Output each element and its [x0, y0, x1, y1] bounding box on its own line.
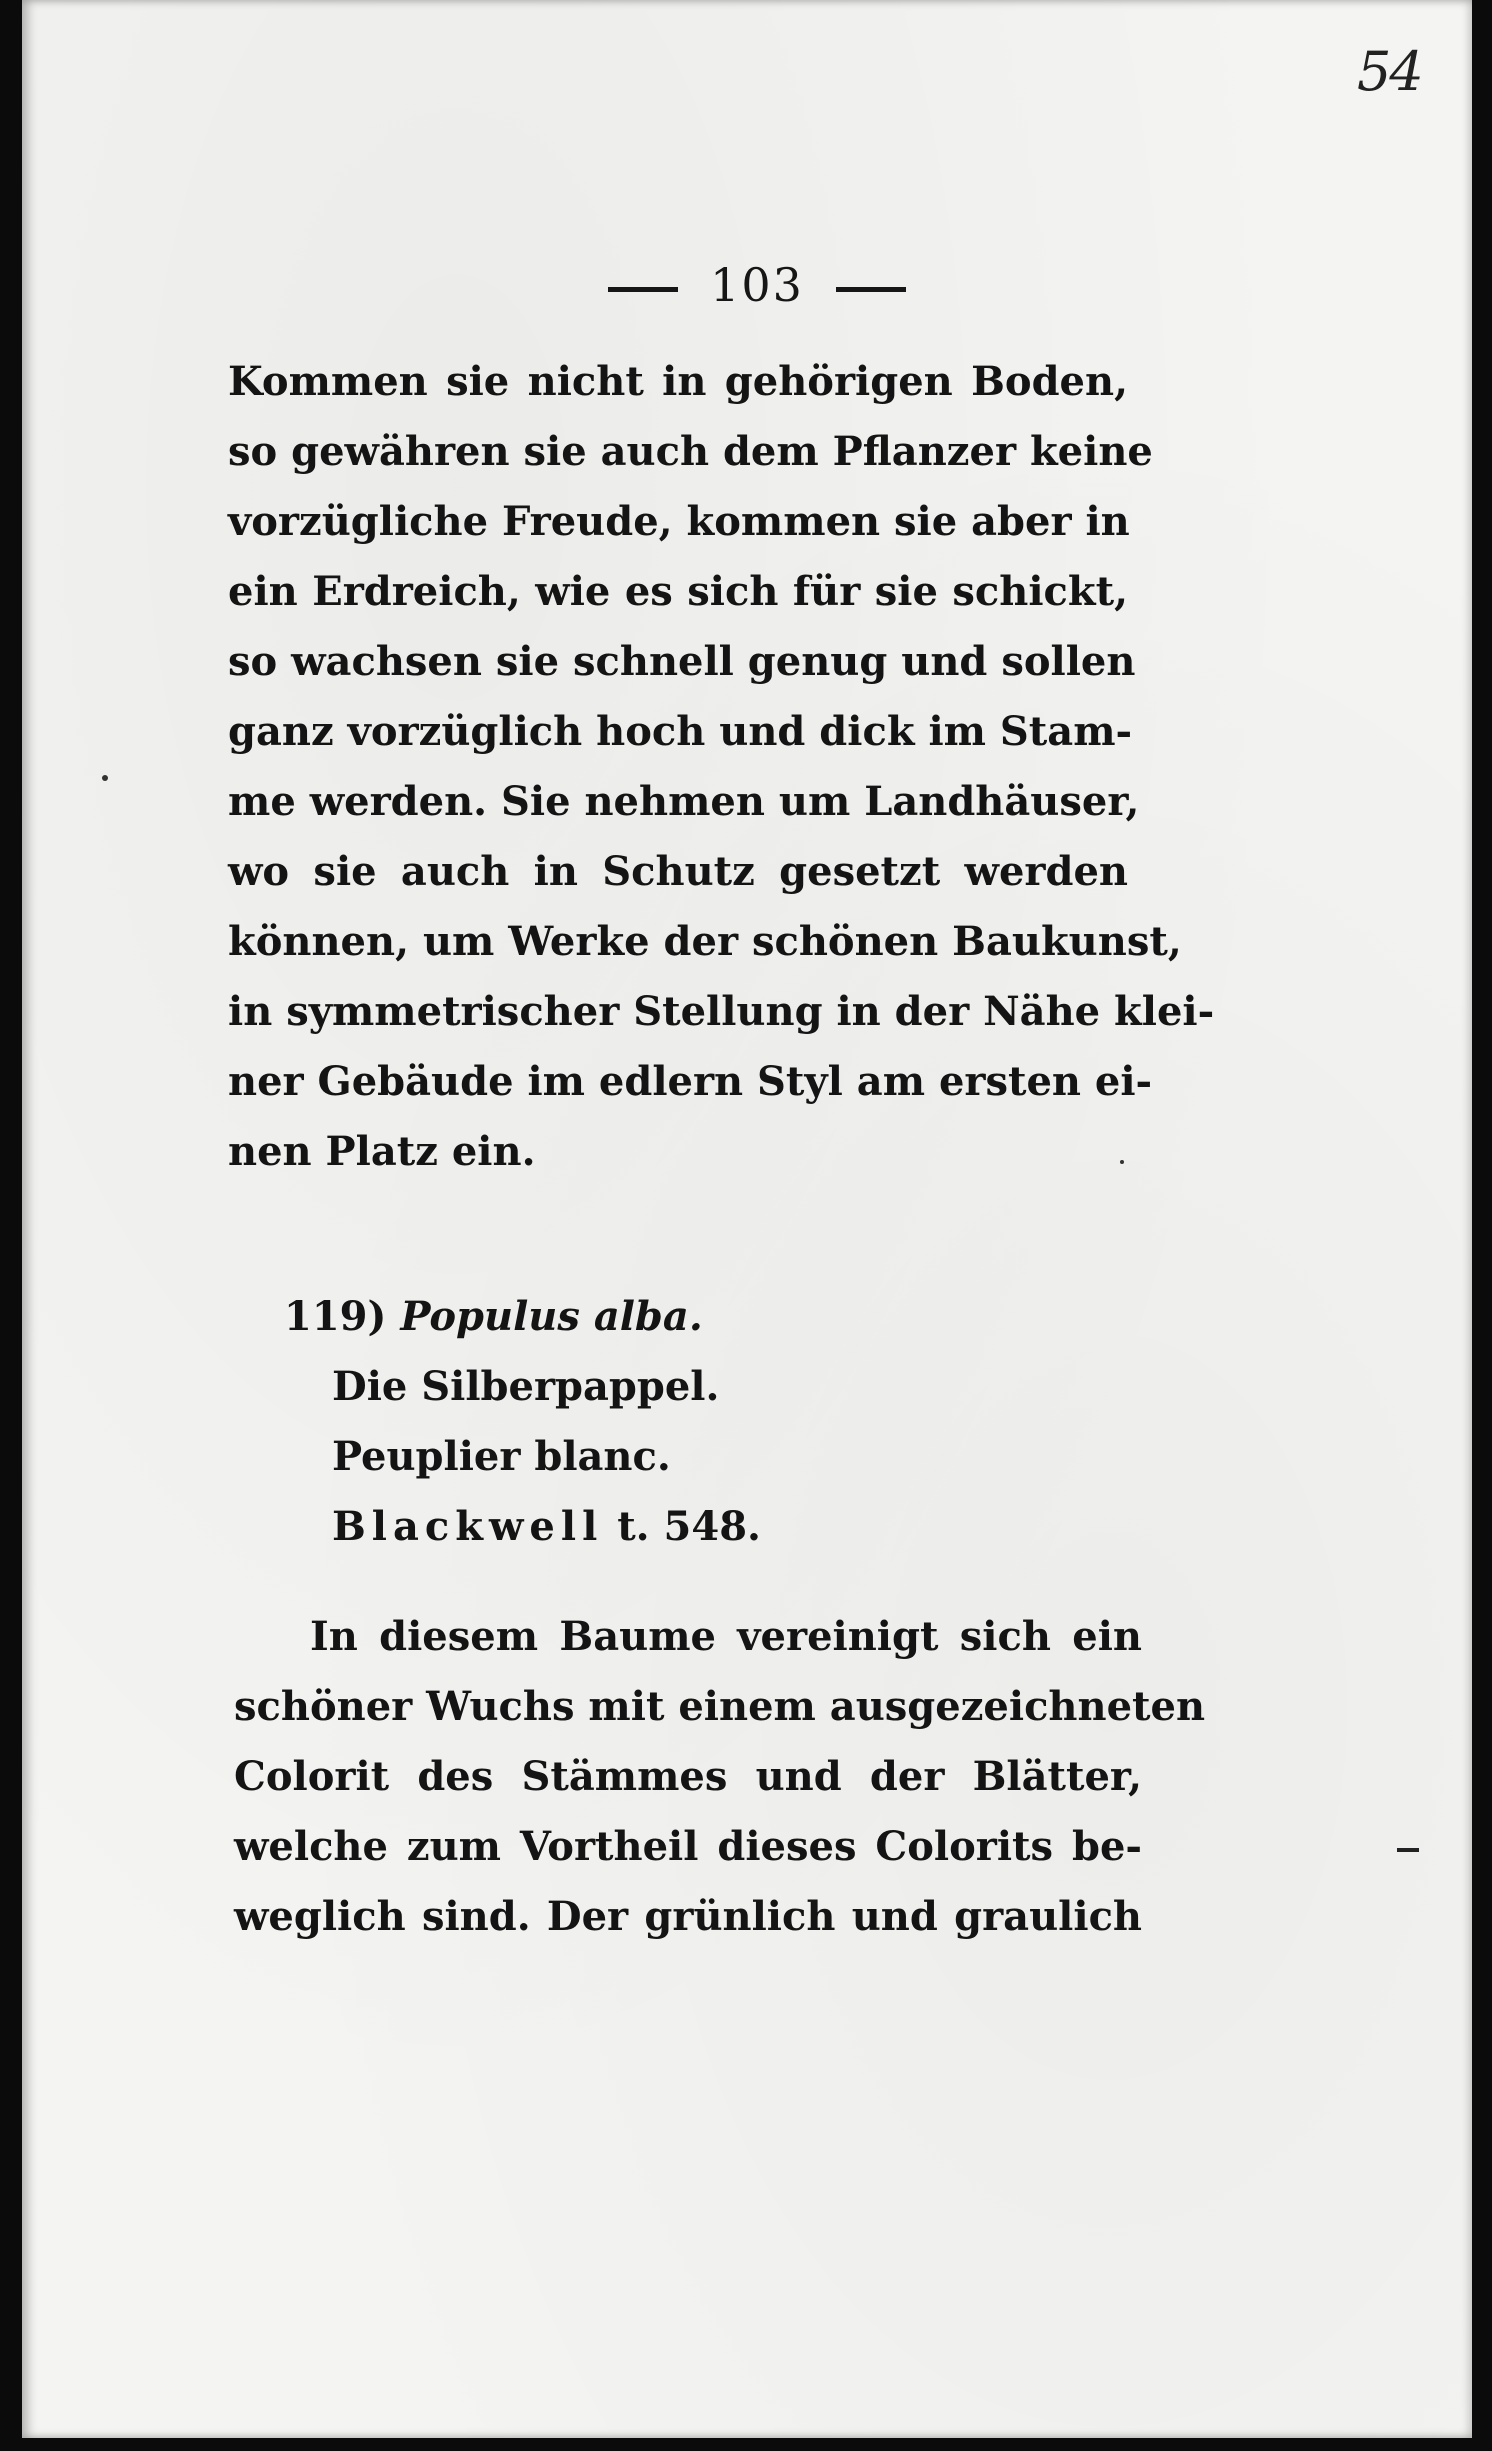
- ink-speck: [1120, 1160, 1124, 1164]
- text-line: welche zum Vortheil dieses Colorits be-: [234, 1823, 1142, 1870]
- text-line: In diesem Baume vereinigt sich ein: [310, 1613, 1142, 1660]
- text-line: nen Platz ein.: [228, 1128, 536, 1175]
- entry-number: 119): [284, 1293, 387, 1340]
- left-dash: [608, 287, 678, 292]
- margin-mark: [1397, 1848, 1419, 1852]
- page-number: 103: [710, 258, 804, 312]
- reference-plate: t. 548.: [617, 1503, 761, 1550]
- book-page: [22, 0, 1472, 2438]
- reference-author: Blackwell: [332, 1503, 604, 1550]
- entry-heading: [284, 1292, 703, 1342]
- text-line: ner Gebäude im edlern Styl am ersten ei-: [228, 1058, 1153, 1105]
- german-name: Die Silberpappel.: [332, 1363, 720, 1410]
- text-line: me werden. Sie nehmen um Landhäuser,: [228, 778, 1140, 825]
- text-line: ein Erdreich, wie es sich für sie schickt,: [228, 568, 1128, 615]
- text-line: können, um Werke der schönen Baukunst,: [228, 918, 1182, 965]
- latin-name: Populus alba.: [400, 1293, 703, 1340]
- text-line: weglich sind. Der grünlich und graulich: [234, 1893, 1142, 1940]
- text-line: vorzügliche Freude, kommen sie aber in: [228, 498, 1130, 545]
- ink-speck: [102, 775, 108, 781]
- french-name: Peuplier blanc.: [332, 1433, 671, 1480]
- text-line: Kommen sie nicht in gehörigen Boden,: [228, 358, 1128, 405]
- text-line: Colorit des Stämmes und der Blätter,: [234, 1753, 1142, 1800]
- running-head: [22, 258, 1492, 312]
- text-line: so wachsen sie schnell genug und sollen: [228, 638, 1136, 685]
- reference: [332, 1502, 761, 1552]
- text-line: schöner Wuchs mit einem ausgezeichneten: [234, 1683, 1206, 1730]
- text-line: ganz vorzüglich hoch und dick im Stam-: [228, 708, 1133, 755]
- handwritten-folio-number: 54: [1357, 40, 1422, 103]
- text-line: so gewähren sie auch dem Pflanzer keine: [228, 428, 1153, 475]
- right-dash: [836, 287, 906, 292]
- text-line: wo sie auch in Schutz gesetzt werden: [228, 848, 1128, 895]
- text-line: in symmetrischer Stellung in der Nähe klei-: [228, 988, 1215, 1035]
